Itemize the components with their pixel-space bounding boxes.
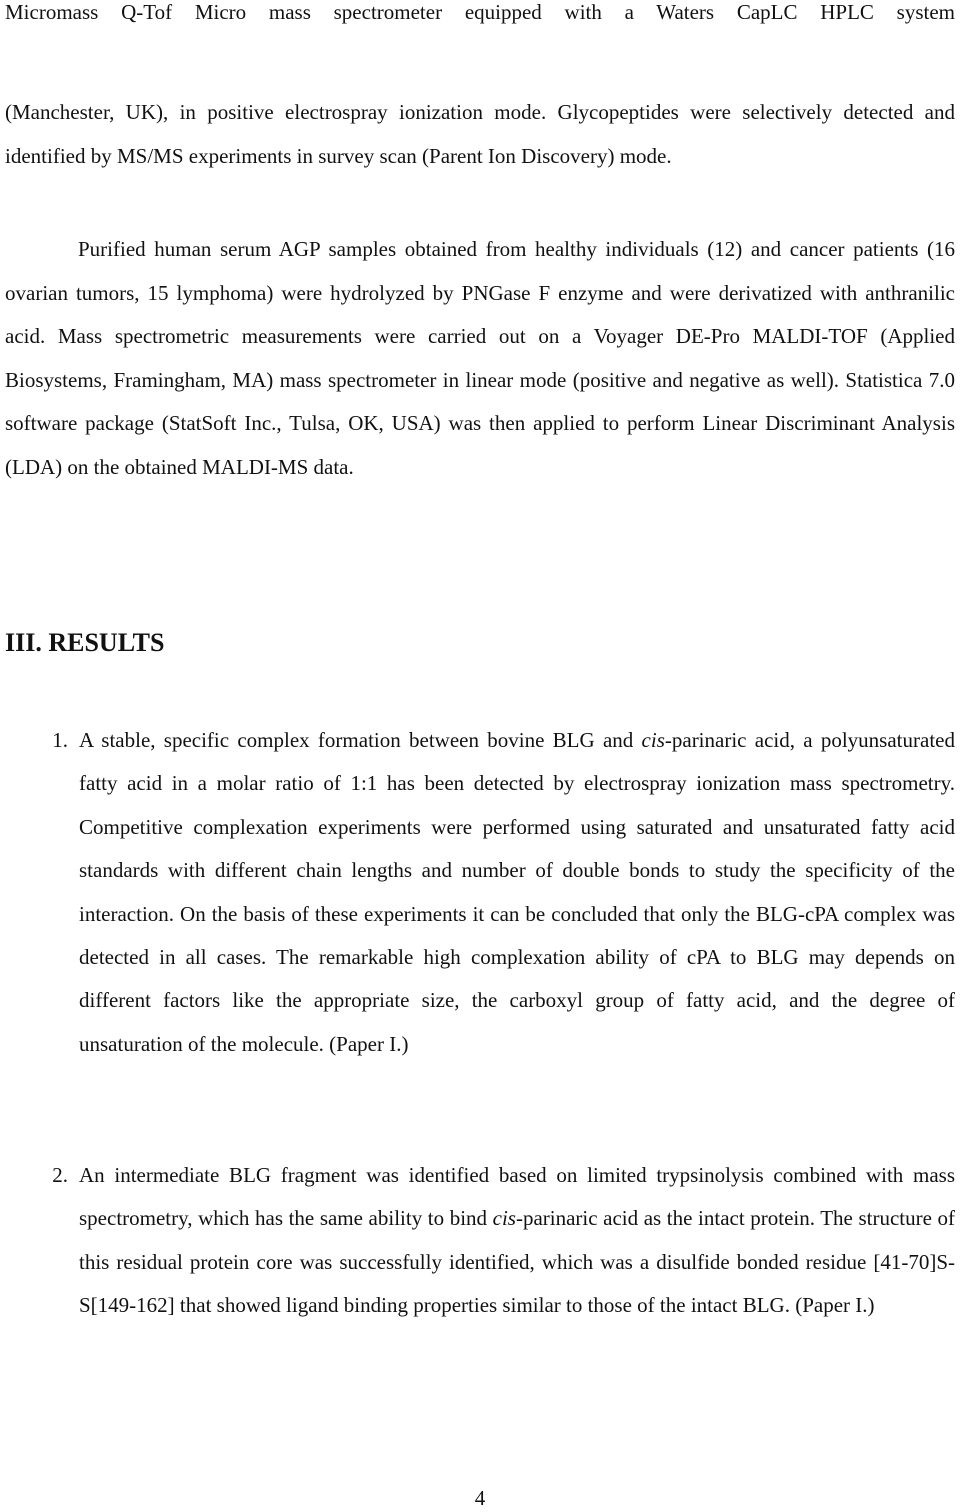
top-line-text: Micromass Q-Tof Micro mass spectrometer equipped with a Waters CapLC HPLC system	[5, 0, 955, 24]
result-item-1	[52, 719, 955, 1066]
result-item-italic-term: cis	[492, 1206, 516, 1231]
result-item-number: 2.	[52, 1163, 68, 1187]
methods-paragraph-end: (Manchester, UK), in positive electrospray ionization mode. Glycopeptides were selectively detected and identified by MS/MS experiments in survey scan (Parent Ion Discovery) mode.	[5, 100, 955, 168]
result-item-text-start: A stable, specific complex formation between bovine BLG and	[79, 728, 642, 752]
page-number: 4	[474, 1486, 486, 1510]
result-item-number: 1.	[52, 728, 68, 752]
result-item-text-end: -parinaric acid as the intact protein. The structure of this residual protein core was successfully identified, which was a disulfide bonded residue [41-70]S-S[149-162] that showed ligand binding properties similar to those of the intact BLG. (Paper I.)	[79, 1206, 955, 1318]
result-item-italic-term: cis	[641, 728, 665, 752]
result-item-text-start: An intermediate BLG fragment was identified based on limited trypsinolysis combined with mass spectrometry, which has the same ability to bind	[79, 1163, 955, 1231]
result-item-2	[52, 1154, 955, 1328]
result-item-text-end: -parinaric acid, a polyunsaturated fatty acid in a molar ratio of 1:1 has been detected by electrospray ionization mass spectrometry. Competitive complexation experiments were performed using saturated and unsaturated fatty acid standards with different chain lengths and number of double bonds to study the specificity of the interaction. On the basis of these experiments it can be concluded that only the BLG-cPA complex was detected in all cases. The remarkable high complexation ability of cPA to BLG may depends on different factors like the appropriate size, the carboxyl group of fatty acid, and the degree of unsaturation of the molecule. (Paper I.)	[79, 728, 955, 1056]
results-heading: III. RESULTS	[5, 628, 165, 657]
maldi-methods-paragraph: Purified human serum AGP samples obtained from healthy individuals (12) and cancer patients (16 ovarian tumors, 15 lymphoma) were hydrolyzed by PNGase F enzyme and were derivatized with anthranilic acid. Mass spectrometric measurements were carried out on a Voyager DE-Pro MALDI-TOF (Applied Biosystems, Framingham, MA) mass spectrometer in linear mode (positive and negative as well). Statistica 7.0 software package (StatSoft Inc., Tulsa, OK, USA) was then applied to perform Linear Discriminant Analysis (LDA) on the obtained MALDI-MS data.	[5, 237, 955, 479]
